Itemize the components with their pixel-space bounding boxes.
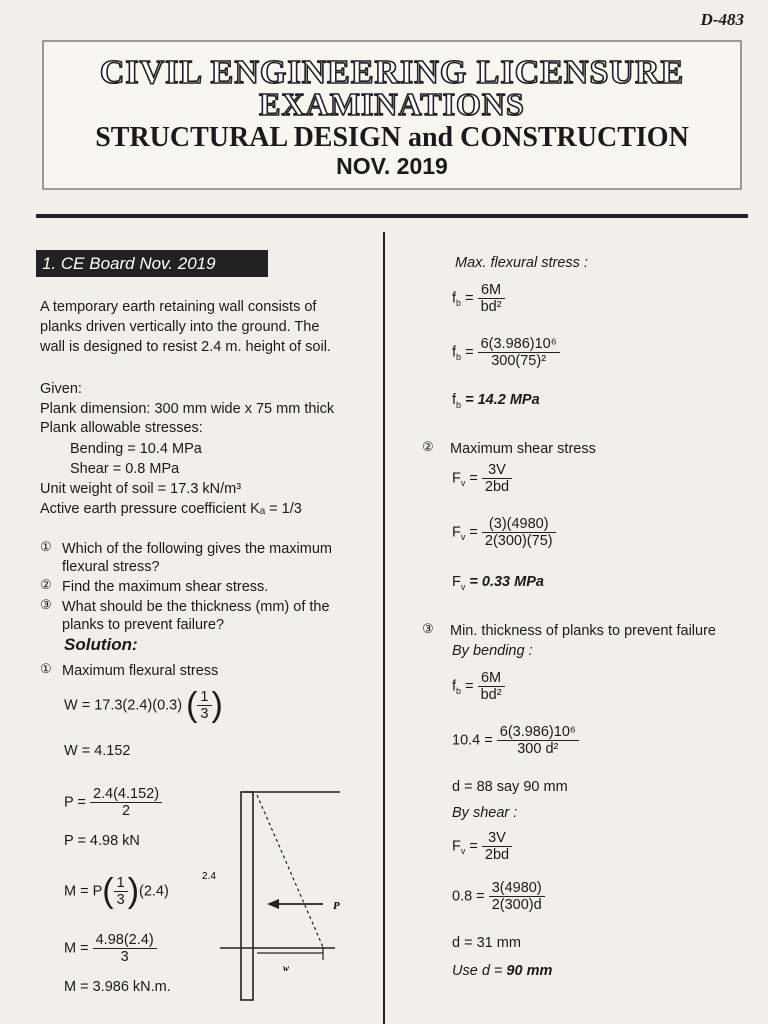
step-2-title: Maximum shear stress bbox=[450, 441, 596, 457]
by-bending-label: By bending : bbox=[452, 643, 533, 659]
title-line-1: CIVIL ENGINEERING LICENSURE bbox=[99, 54, 685, 91]
retaining-wall-diagram bbox=[202, 775, 350, 1005]
title-box bbox=[42, 40, 742, 190]
column-divider bbox=[383, 232, 385, 1024]
m2-denominator: 3 bbox=[120, 949, 129, 965]
equals: = bbox=[469, 838, 478, 855]
frac-den: 2bd bbox=[484, 847, 510, 863]
m-value: M = 3.986 kN.m. bbox=[64, 979, 171, 995]
problem-text-2: planks driven vertically into the ground. The bbox=[40, 319, 320, 335]
p-denominator: 2 bbox=[121, 803, 131, 819]
equals: = bbox=[465, 290, 474, 307]
shear-equation-1 bbox=[452, 830, 512, 863]
fb-value: = 14.2 MPa bbox=[465, 392, 540, 408]
fb-sub: b bbox=[456, 352, 462, 363]
use-d-label: Use d = bbox=[452, 963, 507, 979]
problem-text-3: wall is designed to resist 2.4 m. height of soil. bbox=[40, 339, 331, 355]
p-numerator: 2.4(4.152) bbox=[90, 786, 162, 803]
frac-num: 3V bbox=[482, 830, 512, 847]
page-code: D-483 bbox=[700, 10, 744, 29]
step-3-number: ③ bbox=[422, 621, 434, 636]
w-equation: W = 17.3(2.4)(0.3) ( $\frac{1}{3}$ ) bbox=[64, 686, 223, 724]
frac-den: 3 bbox=[200, 706, 209, 722]
frac-den: 3 bbox=[116, 892, 125, 908]
fv-symbol: F bbox=[452, 838, 461, 855]
fv-equation-1 bbox=[452, 462, 512, 495]
question-3-text: What should be the thickness (mm) of the bbox=[62, 599, 330, 615]
frac-num: 1 bbox=[197, 689, 211, 706]
given-4: Shear = 0.8 MPa bbox=[70, 461, 180, 477]
step-3-title: Min. thickness of planks to prevent failure bbox=[450, 623, 716, 639]
shear-lhs: 0.8 = bbox=[452, 888, 485, 905]
frac-num: (3)(4980) bbox=[482, 516, 556, 533]
frac-den: bd² bbox=[480, 299, 502, 315]
d-shear-result: d = 31 mm bbox=[452, 935, 521, 951]
w-equation-lhs: W = 17.3(2.4)(0.3) bbox=[64, 697, 183, 714]
d-bending-result: d = 88 say 90 mm bbox=[452, 779, 568, 795]
height-label: 2.4 bbox=[202, 871, 216, 882]
fb-sub: b bbox=[456, 399, 462, 410]
given-2: Plank allowable stresses: bbox=[40, 420, 203, 436]
fb-equation-2 bbox=[452, 336, 560, 369]
fv-sub: v bbox=[460, 846, 466, 857]
problem-text-1: A temporary earth retaining wall consists of bbox=[40, 299, 317, 315]
fb-symbol: f bbox=[452, 290, 457, 307]
fv-symbol: F bbox=[452, 574, 461, 590]
given-1: Plank dimension: 300 mm wide x 75 mm thick bbox=[40, 401, 335, 417]
use-d-value: 90 mm bbox=[506, 963, 553, 979]
frac-num: 1 bbox=[114, 875, 128, 892]
w-label: w bbox=[283, 963, 290, 973]
equals: = bbox=[465, 344, 474, 361]
pressure-line bbox=[257, 795, 323, 947]
m-tail: (2.4) bbox=[139, 883, 169, 900]
fb-symbol: f bbox=[452, 678, 457, 695]
frac-num: 6(3.986)10⁶ bbox=[497, 724, 579, 741]
m-equation: M = P( $\frac{1}{3}$ )(2.4) bbox=[64, 872, 169, 910]
equals: = bbox=[469, 470, 478, 487]
title-line-2: EXAMINATIONS bbox=[259, 86, 525, 122]
m2-equation bbox=[64, 932, 157, 965]
fv-sub: v bbox=[460, 532, 466, 543]
section-title: 1. CE Board Nov. 2019 bbox=[36, 250, 268, 277]
question-1-text: Which of the following gives the maximum bbox=[62, 541, 332, 557]
fb-symbol: f bbox=[452, 344, 457, 361]
fb-sub: b bbox=[456, 298, 462, 309]
fv-symbol: F bbox=[452, 524, 461, 541]
solution-heading: Solution: bbox=[64, 635, 138, 654]
w-value: W = 4.152 bbox=[64, 743, 131, 759]
step-1-number: ① bbox=[40, 661, 52, 676]
frac-num: 3V bbox=[482, 462, 512, 479]
plank bbox=[241, 792, 253, 1000]
header-rule bbox=[36, 214, 748, 218]
bending-equation-1 bbox=[452, 670, 505, 703]
frac-den: 300 d² bbox=[517, 741, 559, 757]
use-d-line bbox=[452, 962, 552, 980]
bending-equation-2 bbox=[452, 724, 579, 757]
force-label: P bbox=[333, 900, 340, 912]
fb-equation-1 bbox=[452, 282, 505, 315]
question-2-number: ② bbox=[40, 577, 52, 592]
p-equation bbox=[64, 786, 162, 819]
fv-equation-2 bbox=[452, 516, 556, 549]
question-3-text-2: planks to prevent failure? bbox=[62, 617, 225, 633]
frac-num: 3(4980) bbox=[489, 880, 545, 897]
fb-result bbox=[452, 392, 540, 410]
fv-sub: v bbox=[460, 478, 466, 489]
given-3: Bending = 10.4 MPa bbox=[70, 441, 202, 457]
m-lhs: M = P bbox=[64, 883, 103, 900]
by-shear-label: By shear : bbox=[452, 805, 518, 821]
given-label: Given: bbox=[40, 381, 82, 397]
frac-num: 6M bbox=[478, 670, 505, 687]
given-6: Active earth pressure coefficient Kₐ = 1/3 bbox=[40, 501, 302, 517]
p-lhs: P = bbox=[64, 794, 86, 811]
fb-symbol: f bbox=[452, 392, 457, 408]
max-flex-label: Max. flexural stress : bbox=[455, 255, 588, 271]
frac-den: 2(300)d bbox=[491, 897, 542, 913]
fb-sub: b bbox=[456, 686, 462, 697]
frac-num: 6M bbox=[478, 282, 505, 299]
fv-value: = 0.33 MPa bbox=[469, 574, 544, 590]
frac-den: bd² bbox=[480, 687, 502, 703]
bending-lhs: 10.4 = bbox=[452, 732, 493, 749]
fv-sub: v bbox=[460, 581, 466, 592]
step-2-number: ② bbox=[422, 439, 434, 454]
given-5: Unit weight of soil = 17.3 kN/m³ bbox=[40, 481, 242, 497]
question-1-number: ① bbox=[40, 539, 52, 554]
fv-result bbox=[452, 574, 544, 592]
frac-num: 6(3.986)10⁶ bbox=[478, 336, 560, 353]
step-1-title: Maximum flexural stress bbox=[62, 663, 219, 679]
shear-equation-2 bbox=[452, 880, 545, 913]
question-3-number: ③ bbox=[40, 597, 52, 612]
arrow-head bbox=[267, 899, 279, 909]
equals: = bbox=[465, 678, 474, 695]
m2-numerator: 4.98(2.4) bbox=[93, 932, 157, 949]
p-value: P = 4.98 kN bbox=[64, 833, 140, 849]
frac-den: 2(300)(75) bbox=[484, 533, 553, 549]
question-1-text-2: flexural stress? bbox=[62, 559, 160, 575]
exam-date: NOV. 2019 bbox=[336, 153, 448, 179]
equals: = bbox=[469, 524, 478, 541]
frac-den: 2bd bbox=[484, 479, 510, 495]
fv-symbol: F bbox=[452, 470, 461, 487]
question-2-text: Find the maximum shear stress. bbox=[62, 579, 269, 595]
frac-den: 300(75)² bbox=[491, 353, 547, 369]
m2-lhs: M = bbox=[64, 940, 89, 957]
subject-title: STRUCTURAL DESIGN and CONSTRUCTION bbox=[95, 122, 689, 153]
